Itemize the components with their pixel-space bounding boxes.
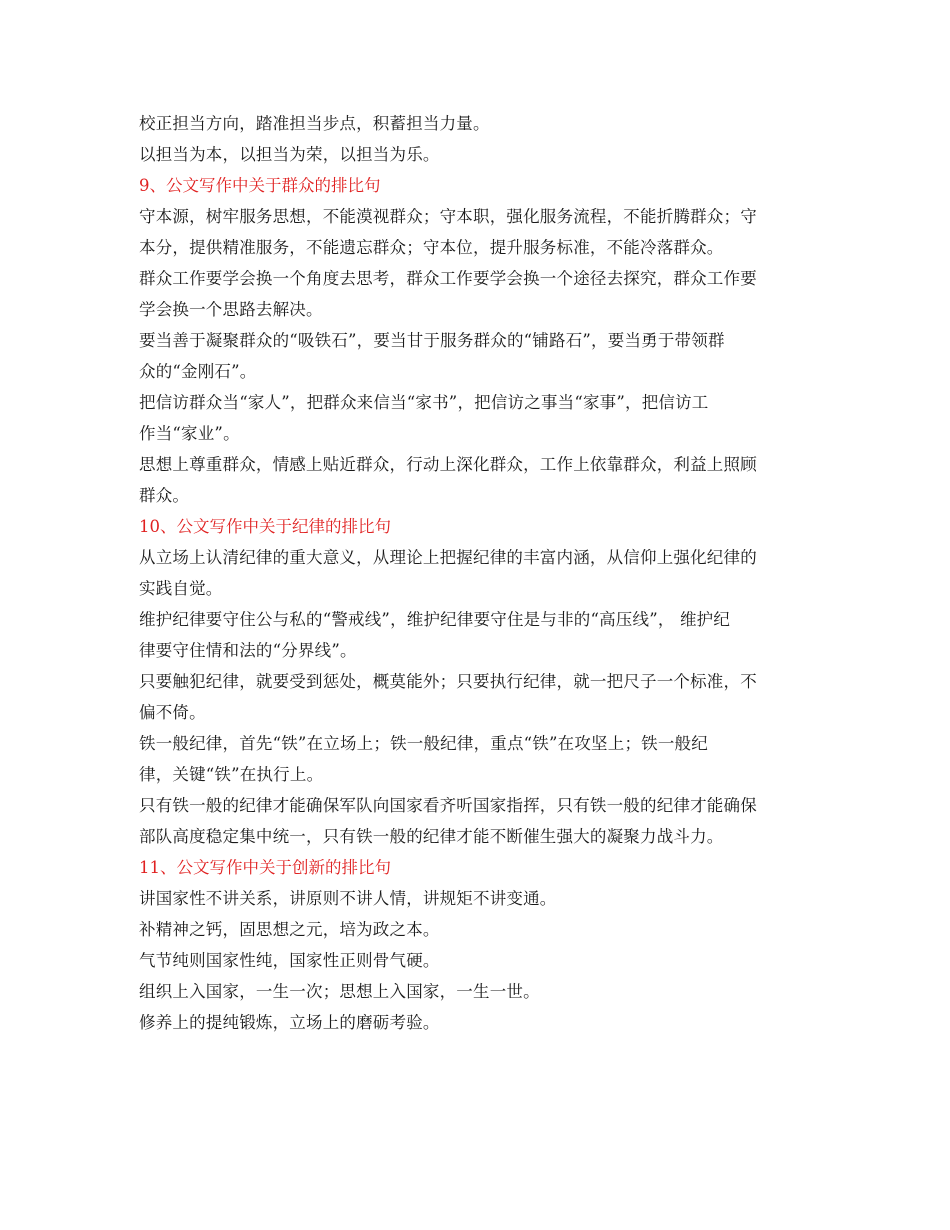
paragraph-line: 修养上的提纯锻炼，立场上的磨砺考验。 <box>139 1013 440 1032</box>
paragraph-line: 群众工作要学会换一个角度去思考，群众工作要学会换一个途径去探究，群众工作要 <box>139 269 757 288</box>
paragraph-line: 组织上入国家，一生一次；思想上入国家，一生一世。 <box>139 982 540 1001</box>
paragraph-line: 铁一般纪律，首先“铁”在立场上；铁一般纪律，重点“铁”在攻坚上；铁一般纪 <box>139 734 708 753</box>
section-heading-masses: 9、公文写作中关于群众的排比句 <box>139 176 381 195</box>
paragraph-line: 思想上尊重群众，情感上贴近群众，行动上深化群众，工作上依靠群众，利益上照顾 <box>139 455 757 474</box>
paragraph-line: 只要触犯纪律，就要受到惩处，概莫能外；只要执行纪律，就一把尺子一个标准，不 <box>139 672 757 691</box>
paragraph-line: 律，关键“铁”在执行上。 <box>139 765 324 784</box>
paragraph-line: 守本源，树牢服务思想，不能漠视群众；守本职，强化服务流程，不能折腾群众；守 <box>139 207 757 226</box>
paragraph-line: 本分，提供精准服务，不能遗忘群众；守本位，提升服务标准，不能冷落群众。 <box>139 238 724 257</box>
paragraph-line: 作当“家业”。 <box>139 424 240 443</box>
paragraph-line: 把信访群众当“家人”，把群众来信当“家书”，把信访之事当“家事”，把信访工 <box>139 393 709 412</box>
paragraph-line: 只有铁一般的纪律才能确保军队向国家看齐听国家指挥，只有铁一般的纪律才能确保 <box>139 796 757 815</box>
section-heading-innovation: 11、公文写作中关于创新的排比句 <box>139 858 391 877</box>
intro-line: 校正担当方向，踏准担当步点，积蓄担当力量。 <box>139 114 490 133</box>
paragraph-line: 众的“金刚石”。 <box>139 362 257 381</box>
paragraph-line: 群众。 <box>139 486 190 505</box>
paragraph-line: 气节纯则国家性纯，国家性正则骨气硬。 <box>139 951 440 970</box>
paragraph-line: 偏不倚。 <box>139 703 206 722</box>
paragraph-line: 从立场上认清纪律的重大意义，从理论上把握纪律的丰富内涵，从信仰上强化纪律的 <box>139 548 757 567</box>
paragraph-line: 实践自觉。 <box>139 579 223 598</box>
section-heading-discipline: 10、公文写作中关于纪律的排比句 <box>139 517 391 536</box>
paragraph-line: 学会换一个思路去解决。 <box>139 300 323 319</box>
paragraph-line: 部队高度稳定集中统一，只有铁一般的纪律才能不断催生强大的凝聚力战斗力。 <box>139 827 724 846</box>
paragraph-line: 维护纪律要守住公与私的“警戒线”，维护纪律要守住是与非的“高压线”， 维护纪 <box>139 610 731 629</box>
paragraph-line: 讲国家性不讲关系，讲原则不讲人情，讲规矩不讲变通。 <box>139 889 557 908</box>
document-body <box>139 108 815 1038</box>
paragraph-line: 补精神之钙，固思想之元，培为政之本。 <box>139 920 440 939</box>
paragraph-line: 律要守住情和法的“分界线”。 <box>139 641 357 660</box>
paragraph-line: 要当善于凝聚群众的“吸铁石”，要当甘于服务群众的“铺路石”，要当勇于带领群 <box>139 331 725 350</box>
intro-line: 以担当为本，以担当为荣，以担当为乐。 <box>139 145 440 164</box>
